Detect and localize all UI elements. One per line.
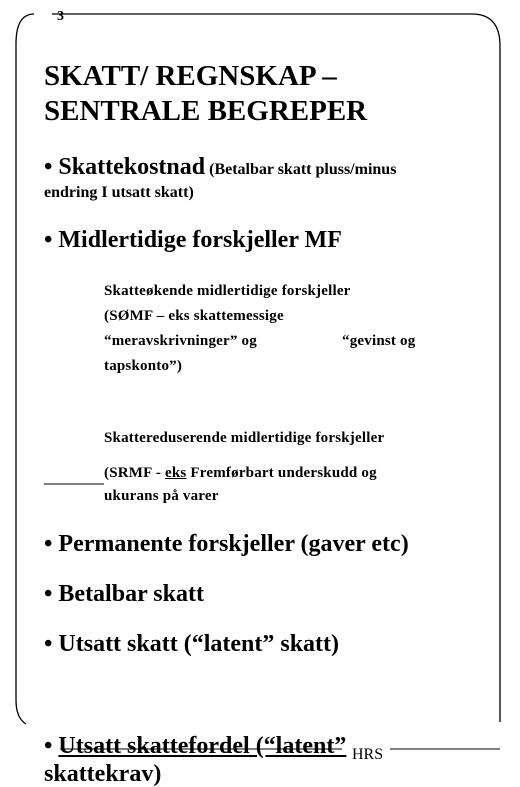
bullet-midlertidige: • Midlertidige forskjeller MF xyxy=(44,227,342,253)
okende-line-3a: “meravskrivninger” og xyxy=(104,333,257,349)
title-line-1: SKATT/ REGNSKAP – xyxy=(44,60,337,92)
page-number: 3 xyxy=(57,9,64,24)
okende-line-4: tapskonto”) xyxy=(104,358,183,374)
bullet-permanente: • Permanente forskjeller (gaver etc) xyxy=(44,531,409,557)
bullet-betalbar: • Betalbar skatt xyxy=(44,581,204,607)
footer-initials: HRS xyxy=(352,746,384,763)
bullet-utsatt-skattefordel-bullet: • xyxy=(44,733,59,759)
bullet-utsatt-skattefordel-line-2: skattekrav) xyxy=(44,761,162,787)
title-line-2: SENTRALE BEGREPER xyxy=(44,95,368,127)
bullet-skattekostnad-detail-2: endring I utsatt skatt) xyxy=(44,184,194,201)
bullet-skattekostnad xyxy=(44,155,396,179)
okende-line-2: (SØMF – eks skattemessige xyxy=(104,308,284,324)
okende-line-3b: “gevinst og xyxy=(342,333,416,349)
bullet-utsatt-skattefordel-label: Utsatt skattefordel (“latent” xyxy=(58,733,347,759)
reduserende-line-3: ukurans på varer xyxy=(104,488,219,504)
reduserende-line-2 xyxy=(104,466,377,481)
reduserende-line-2a: (SRMF - xyxy=(104,465,166,481)
bullet-utsatt-skatt: • Utsatt skatt (“latent” skatt) xyxy=(44,631,340,657)
reduserende-line-2b: eks xyxy=(165,465,187,481)
reduserende-line-1: Skattereduserende midlertidige forskjeller xyxy=(104,430,385,446)
bullet-skattekostnad-label: • Skattekostnad xyxy=(44,154,206,180)
bullet-utsatt-skattefordel xyxy=(44,734,346,758)
okende-line-1: Skatteøkende midlertidige forskjeller xyxy=(104,283,351,299)
reduserende-line-2c: Fremførbart underskudd og xyxy=(186,465,377,481)
bullet-skattekostnad-detail: (Betalbar skatt pluss/minus xyxy=(209,161,397,178)
